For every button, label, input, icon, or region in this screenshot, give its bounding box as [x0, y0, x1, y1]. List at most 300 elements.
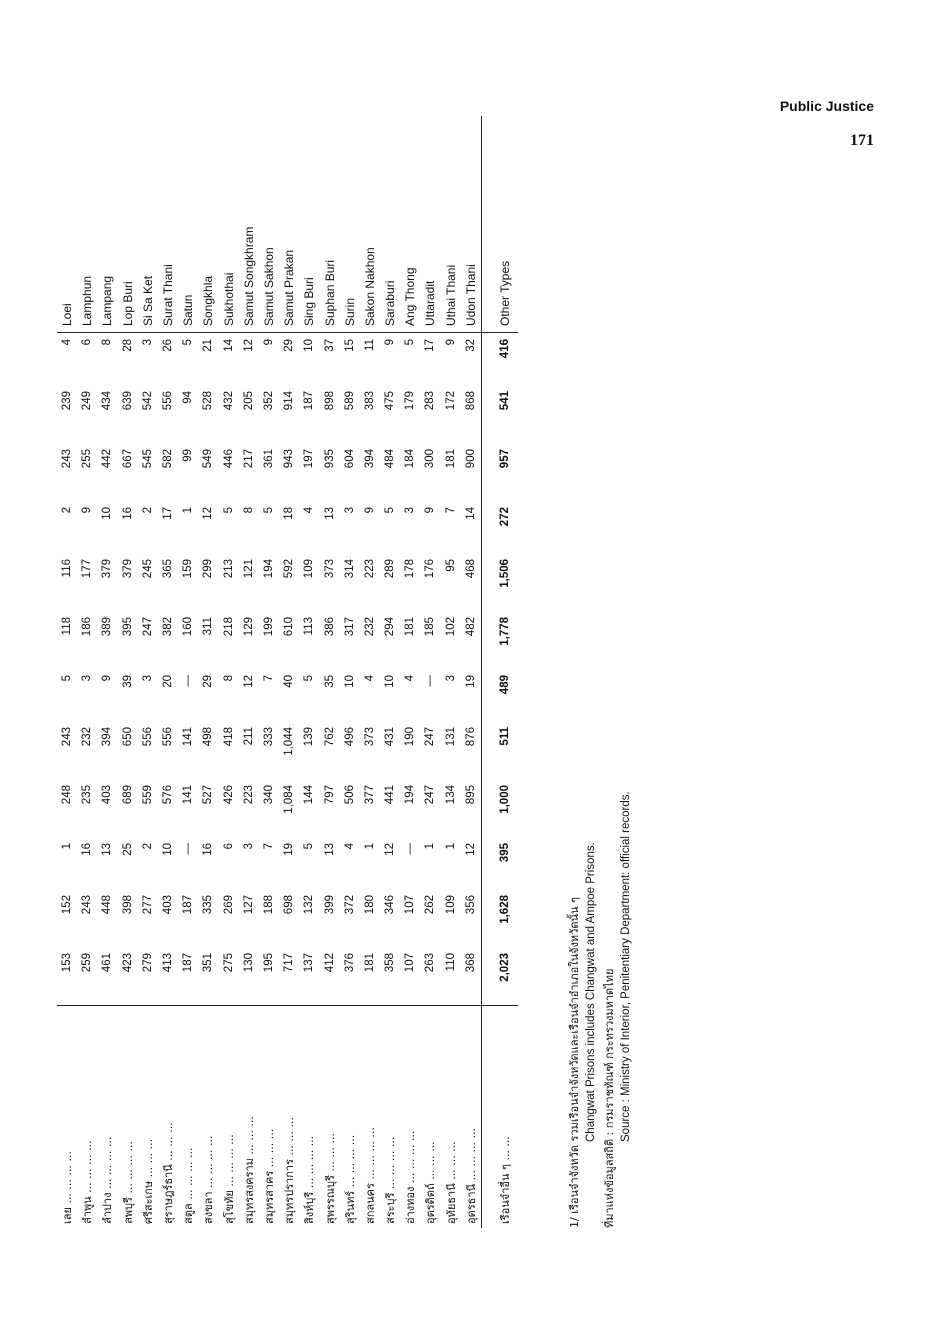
cell-value: 5 [303, 675, 316, 682]
cell-value: 14 [464, 507, 477, 520]
table-row [461, 116, 482, 1228]
cell-value: 19 [283, 843, 296, 856]
cell-value: 5 [182, 339, 195, 346]
cell-value: 5 [61, 675, 74, 682]
cell-value: 211 [242, 727, 255, 746]
cell-value: 1,044 [283, 727, 296, 756]
cell-value: 232 [81, 727, 94, 747]
cell-value: 639 [121, 391, 134, 411]
cell-value: 19 [464, 675, 477, 688]
cell-value: 181 [363, 953, 376, 973]
cell-value: 178 [404, 559, 417, 579]
cell-value: 914 [283, 391, 296, 411]
row-label-english: Loei [57, 116, 77, 333]
cell-value: 176 [424, 559, 437, 579]
cell-value: 299 [202, 559, 215, 579]
cell-value: 141 [182, 785, 195, 805]
cell-value: 243 [81, 895, 94, 915]
cell-value: — [404, 843, 417, 855]
total-row [481, 116, 518, 1228]
cell-value: 9 [81, 507, 94, 514]
row-label-thai: อุทัยธานี ... ... ... [441, 1006, 461, 1229]
cell-value: 797 [323, 785, 336, 805]
cell-value: 2 [141, 843, 154, 850]
row-label-english: Sing Buri [299, 116, 319, 333]
cell-value: 4 [303, 507, 316, 514]
cell-value: 1,084 [283, 785, 296, 814]
cell-value: 187 [182, 953, 195, 973]
cell-value: 484 [384, 449, 397, 469]
cell-value: 247 [424, 727, 437, 747]
cell-value: 1,506 [481, 553, 518, 611]
cell-value: 432 [222, 391, 235, 411]
cell-value: 5 [222, 507, 235, 514]
cell-value: 243 [61, 727, 74, 747]
cell-value: 13 [323, 843, 336, 856]
cell-value: 506 [343, 785, 356, 805]
cell-value: 20 [162, 675, 175, 688]
cell-value: 1 [363, 843, 376, 850]
cell-value: 311 [202, 617, 215, 636]
cell-value: 153 [61, 953, 74, 973]
cell-value: 395 [481, 837, 518, 889]
cell-value: 279 [141, 953, 154, 973]
cell-value: 245 [141, 559, 154, 579]
cell-value: 187 [303, 391, 316, 411]
table-row [380, 116, 400, 1228]
row-label-thai: สิงห์บุรี ... ... ... ... [299, 1006, 319, 1229]
cell-value: 604 [343, 449, 356, 469]
cell-value: 94 [182, 391, 195, 404]
cell-value: 542 [141, 391, 154, 411]
cell-value: 3 [81, 675, 94, 682]
cell-value: 235 [81, 785, 94, 805]
cell-value: 188 [262, 895, 275, 915]
cell-value: 4 [363, 675, 376, 682]
cell-value: 403 [101, 785, 114, 805]
row-label-thai: สกลนคร ... ... ... ... [360, 1006, 380, 1229]
row-label-english: Samut Prakan [279, 116, 299, 333]
cell-value: 5 [404, 339, 417, 346]
cell-value: 116 [61, 559, 74, 578]
cell-value: 4 [343, 843, 356, 850]
cell-value: 943 [283, 449, 296, 469]
cell-value: 1,778 [481, 611, 518, 669]
cell-value: 40 [283, 675, 296, 688]
cell-value: 346 [384, 895, 397, 915]
cell-value: 277 [141, 895, 154, 915]
cell-value: 6 [222, 843, 235, 850]
cell-value: 107 [404, 895, 417, 915]
cell-value: 16 [202, 843, 215, 856]
cell-value: 9 [101, 675, 114, 682]
table-row [340, 116, 360, 1228]
cell-value: 243 [61, 449, 74, 469]
cell-value: 368 [464, 953, 477, 973]
cell-value: 9 [363, 507, 376, 514]
cell-value: 541 [481, 385, 518, 443]
running-head: Public Justice [779, 98, 874, 114]
cell-value: 394 [363, 449, 376, 469]
cell-value: 1 [182, 507, 195, 514]
cell-value: 232 [363, 617, 376, 637]
cell-value: 589 [343, 391, 356, 411]
page-number: 171 [850, 132, 874, 149]
cell-value: 17 [162, 507, 175, 520]
row-label-english: Samut Songkhram [239, 116, 259, 333]
cell-value: 102 [444, 617, 457, 637]
cell-value: 365 [162, 559, 175, 579]
cell-value: 4 [404, 675, 417, 682]
cell-value: 218 [222, 617, 235, 637]
cell-value: 17 [424, 339, 437, 352]
cell-value: 131 [444, 727, 457, 747]
cell-value: 351 [202, 953, 215, 973]
cell-value: 549 [202, 449, 215, 469]
row-label-thai: สมุทรสงคราม ... ... ... [239, 1006, 259, 1229]
cell-value: 496 [343, 727, 356, 747]
cell-value: 3 [444, 675, 457, 682]
row-label-thai: สุพรรณบุรี ... ... ... [319, 1006, 339, 1229]
row-label-thai: สุโขทัย ... ... ... ... [219, 1006, 239, 1229]
cell-value: 5 [384, 507, 397, 514]
cell-value: 1 [61, 843, 74, 850]
cell-value: 213 [222, 559, 235, 579]
cell-value: 159 [182, 559, 195, 579]
row-label-thai: สุราษฎร์ธานี ... ... ... [158, 1006, 178, 1229]
row-label-english: Satun [178, 116, 198, 333]
cell-value: — [182, 675, 195, 687]
cell-value: 340 [262, 785, 275, 805]
cell-value: 2 [141, 507, 154, 514]
cell-value: 475 [384, 391, 397, 411]
row-label-thai: ลำพูน ... ... ... ... [77, 1006, 97, 1229]
cell-value: 29 [283, 339, 296, 352]
row-label-english: Si Sa Ket [138, 116, 158, 333]
table-row [178, 116, 198, 1228]
cell-value: 511 [481, 721, 518, 779]
cell-value: 376 [343, 953, 356, 973]
cell-value: 181 [444, 449, 457, 469]
row-label-thai: อ่างทอง ... ... ... ... [400, 1006, 420, 1229]
cell-value: 4 [61, 339, 74, 346]
cell-value: — [424, 675, 437, 687]
cell-value: 249 [81, 391, 94, 411]
cell-value: 6 [81, 339, 94, 346]
cell-value: 177 [81, 559, 94, 579]
cell-value: 317 [343, 617, 356, 637]
cell-value: 468 [464, 559, 477, 579]
cell-value: 5 [303, 843, 316, 850]
row-label-thai: สระบุรี ... ... ... ... [380, 1006, 400, 1229]
cell-value: 9 [424, 507, 437, 514]
row-label-english: Surin [340, 116, 360, 333]
cell-value: 118 [61, 617, 74, 636]
cell-value: 418 [222, 727, 235, 747]
table-row [279, 116, 299, 1228]
cell-value: 130 [242, 953, 255, 973]
row-label-thai: เรือนจำอื่น ๆ ... ... [481, 1006, 518, 1229]
table-row [441, 116, 461, 1228]
cell-value: 9 [384, 339, 397, 346]
cell-value: 39 [121, 675, 134, 688]
cell-value: 527 [202, 785, 215, 805]
cell-value: 32 [464, 339, 477, 352]
cell-value: 876 [464, 727, 477, 747]
table-row [319, 116, 339, 1228]
cell-value: 248 [61, 785, 74, 805]
cell-value: 223 [363, 559, 376, 579]
cell-value: 269 [222, 895, 235, 915]
cell-value: 8 [222, 675, 235, 682]
row-label-english: Samut Sakhon [259, 116, 279, 333]
table-row [239, 116, 259, 1228]
cell-value: 11 [363, 339, 376, 351]
cell-value: 556 [162, 727, 175, 747]
cell-value: 423 [121, 953, 134, 973]
cell-value: 3 [141, 339, 154, 346]
cell-value: 134 [444, 785, 457, 805]
cell-value: 127 [242, 895, 255, 915]
cell-value: 448 [101, 895, 114, 915]
cell-value: 545 [141, 449, 154, 469]
cell-value: 107 [404, 953, 417, 973]
cell-value: 7 [444, 507, 457, 514]
cell-value: 3 [242, 843, 255, 850]
cell-value: 289 [384, 559, 397, 579]
cell-value: 383 [363, 391, 376, 411]
cell-value: 1 [444, 843, 457, 850]
source-thai: ที่มาแห่งข้อมูลสถิติ : กรมราชทัณฑ์ กระทรวงมหาดไทย [602, 968, 616, 1228]
cell-value: 373 [363, 727, 376, 747]
cell-value: 610 [283, 617, 296, 637]
cell-value: 556 [141, 727, 154, 747]
cell-value: 900 [464, 449, 477, 469]
cell-value: 8 [101, 339, 114, 346]
row-label-thai: อุตรดิตถ์ ... ... ... [420, 1006, 440, 1229]
cell-value: 582 [162, 449, 175, 469]
cell-value: 190 [404, 727, 417, 747]
cell-value: 416 [481, 333, 518, 386]
cell-value: 141 [182, 727, 195, 747]
cell-value: 139 [303, 727, 316, 747]
cell-value: 398 [121, 895, 134, 915]
cell-value: 35 [323, 675, 336, 688]
cell-value: 358 [384, 953, 397, 973]
footnote-1-english: Changwat Prisons includes Changwat and Ampoe Prisons. [585, 842, 598, 1142]
table-row [219, 116, 239, 1228]
cell-value: 335 [202, 895, 215, 915]
footnotes [566, 468, 636, 1228]
cell-value: 109 [303, 559, 316, 579]
cell-value: 12 [242, 339, 255, 352]
cell-value: 382 [162, 617, 175, 637]
cell-value: 356 [464, 895, 477, 915]
cell-value: 28 [121, 339, 134, 352]
cell-value: 194 [262, 559, 275, 579]
cell-value: 361 [262, 449, 275, 469]
table-row [118, 116, 138, 1228]
cell-value: 667 [121, 449, 134, 469]
footnote-1-thai: 1/ เรือนจำจังหวัด รวมเรือนจำจังหวัดและเรือนจำอำเภอในจังหวัดนั้น ๆ [568, 897, 581, 1228]
cell-value: 592 [283, 559, 296, 579]
row-label-thai: อุดรธานี ... ... ... ... [461, 1006, 482, 1229]
cell-value: 8 [242, 507, 255, 514]
cell-value: 935 [323, 449, 336, 469]
table-row [158, 116, 178, 1228]
row-label-english: Sakon Nakhon [360, 116, 380, 333]
cell-value: 179 [404, 391, 417, 411]
cell-value: 413 [162, 953, 175, 973]
table-row [77, 116, 97, 1228]
cell-value: 239 [61, 391, 74, 411]
cell-value: 379 [101, 559, 114, 579]
cell-value: 185 [424, 617, 437, 637]
row-label-english: Udon Thani [461, 116, 482, 333]
cell-value: 160 [182, 617, 195, 637]
cell-value: 272 [481, 501, 518, 553]
cell-value: 379 [121, 559, 134, 579]
cell-value: 37 [323, 339, 336, 352]
cell-value: 25 [121, 843, 134, 856]
cell-value: 21 [202, 339, 215, 352]
cell-value: 461 [101, 953, 114, 973]
cell-value: 399 [323, 895, 336, 915]
cell-value: 482 [464, 617, 477, 637]
cell-value: 314 [343, 559, 356, 579]
cell-value: 12 [202, 507, 215, 520]
cell-value: 441 [384, 785, 397, 805]
prison-statistics-table [57, 116, 518, 1228]
cell-value: 144 [303, 785, 316, 805]
cell-value: 197 [303, 449, 316, 469]
cell-value: 255 [81, 449, 94, 469]
cell-value: 263 [424, 953, 437, 973]
cell-value: 195 [262, 953, 275, 973]
cell-value: 217 [242, 449, 255, 469]
cell-value: 372 [343, 895, 356, 915]
cell-value: 113 [303, 617, 316, 636]
cell-value: 1,628 [481, 889, 518, 947]
row-label-english: Saraburi [380, 116, 400, 333]
row-label-english: Lop Buri [118, 116, 138, 333]
row-label-english: Lampang [97, 116, 117, 333]
cell-value: 180 [363, 895, 376, 915]
table-row [400, 116, 420, 1228]
cell-value: 99 [182, 449, 195, 462]
cell-value: 10 [303, 339, 316, 352]
cell-value: 446 [222, 449, 235, 469]
cell-value: 556 [162, 391, 175, 411]
cell-value: 559 [141, 785, 154, 805]
table-row [299, 116, 319, 1228]
row-label-english: Surat Thani [158, 116, 178, 333]
cell-value: 132 [303, 895, 316, 915]
cell-value: 10 [343, 675, 356, 688]
cell-value: 129 [242, 617, 255, 637]
cell-value: 442 [101, 449, 114, 469]
table-row [420, 116, 440, 1228]
cell-value: 10 [384, 675, 397, 688]
row-label-thai: ลพบุรี ... ... ... ... [118, 1006, 138, 1229]
row-label-thai: ศรีสะเกษ ... ... ... [138, 1006, 158, 1229]
cell-value: 259 [81, 953, 94, 973]
table-row [57, 116, 77, 1228]
cell-value: 186 [81, 617, 94, 637]
cell-value: 431 [384, 727, 397, 747]
cell-value: 95 [444, 559, 457, 572]
cell-value: 109 [444, 895, 457, 915]
cell-value: 333 [262, 727, 275, 747]
cell-value: 283 [424, 391, 437, 411]
table-row [259, 116, 279, 1228]
cell-value: 10 [162, 843, 175, 856]
row-label-english: Sukhothai [219, 116, 239, 333]
cell-value: 650 [121, 727, 134, 747]
cell-value: 7 [262, 843, 275, 850]
cell-value: 412 [323, 953, 336, 973]
row-label-thai: สงขลา ... ... ... ... [198, 1006, 218, 1229]
cell-value: 689 [121, 785, 134, 805]
row-label-thai: ลำปาง ... ... ... ... [97, 1006, 117, 1229]
cell-value: 300 [424, 449, 437, 469]
cell-value: 426 [222, 785, 235, 805]
cell-value: 199 [262, 617, 275, 637]
cell-value: 434 [101, 391, 114, 411]
cell-value: 110 [444, 953, 457, 972]
table-row [138, 116, 158, 1228]
cell-value: 26 [162, 339, 175, 352]
cell-value: 352 [262, 391, 275, 411]
row-label-thai: สตูล ... ... ... ... [178, 1006, 198, 1229]
row-label-english: Uttaradit [420, 116, 440, 333]
row-label-english: Other Types [481, 116, 518, 333]
cell-value: 262 [424, 895, 437, 915]
cell-value: 1 [424, 843, 437, 850]
table-body [57, 116, 518, 1228]
cell-value: 3 [343, 507, 356, 514]
table-row [360, 116, 380, 1228]
cell-value: 762 [323, 727, 336, 747]
row-label-english: Lamphun [77, 116, 97, 333]
cell-value: 576 [162, 785, 175, 805]
cell-value: 386 [323, 617, 336, 637]
cell-value: 14 [222, 339, 235, 352]
cell-value: 121 [242, 559, 255, 579]
cell-value: 898 [323, 391, 336, 411]
cell-value: 13 [323, 507, 336, 520]
cell-value: 223 [242, 785, 255, 805]
cell-value: 294 [384, 617, 397, 637]
cell-value: 528 [202, 391, 215, 411]
row-label-english: Ang Thong [400, 116, 420, 333]
cell-value: 403 [162, 895, 175, 915]
row-label-thai: สมุทรสาคร ... ... ... [259, 1006, 279, 1229]
cell-value: 275 [222, 953, 235, 973]
cell-value: 137 [303, 953, 316, 973]
cell-value: 7 [262, 675, 275, 682]
cell-value: 2 [61, 507, 74, 514]
source-english: Source : Ministry of Interior, Penitentiary Department: official records. [619, 791, 632, 1142]
row-label-thai: เลย ... ... ... ... [57, 1006, 77, 1229]
cell-value: 16 [81, 843, 94, 856]
cell-value: 10 [101, 507, 114, 520]
cell-value: 373 [323, 559, 336, 579]
cell-value: 489 [481, 669, 518, 721]
cell-value: 247 [141, 617, 154, 637]
row-label-english: Uthai Thani [441, 116, 461, 333]
cell-value: 2,023 [481, 947, 518, 1006]
